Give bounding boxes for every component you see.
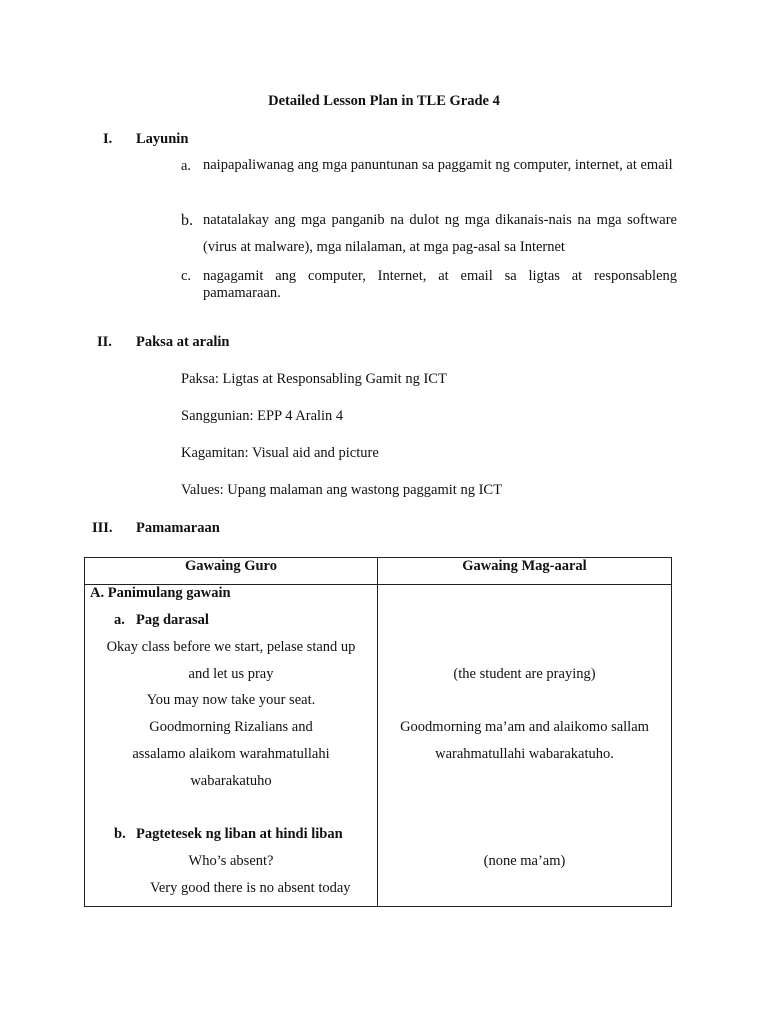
student-none-absent: (none ma’am) xyxy=(483,853,566,869)
procedure-table xyxy=(84,557,672,907)
part-a-title: A. Panimulang gawain xyxy=(90,585,231,601)
sub-a-letter: a. xyxy=(114,612,125,628)
section-number-procedure: III. xyxy=(92,520,113,536)
topic-sanggunian: Sanggunian: EPP 4 Aralin 4 xyxy=(181,408,344,424)
teacher-activity-cell xyxy=(85,585,378,907)
header-student-activity: Gawaing Mag-aaral xyxy=(378,558,672,585)
student-reply-line-1: Goodmorning ma’am and alaikomo sallam xyxy=(400,719,649,735)
objective-text-a: naipapaliwanag ang mga panuntunan sa paggamit ng computer, internet, at email xyxy=(203,157,673,173)
section-title-objectives: Layunin xyxy=(136,131,189,147)
absent-question: Who’s absent? xyxy=(188,853,274,869)
seat-instruction: You may now take your seat. xyxy=(146,692,316,708)
page-title: Detailed Lesson Plan in TLE Grade 4 xyxy=(268,93,500,109)
student-praying: (the student are praying) xyxy=(453,666,596,682)
absent-remark: Very good there is no absent today xyxy=(150,880,351,896)
header-teacher-activity: Gawaing Guro xyxy=(85,558,378,585)
sub-b-title: Pagtetesek ng liban at hindi liban xyxy=(136,826,343,842)
prayer-line-1: Okay class before we start, pelase stand up xyxy=(106,639,356,655)
student-reply-line-2: warahmatullahi wabarakatuho. xyxy=(435,746,614,762)
section-number-topic: II. xyxy=(97,334,112,350)
objective-letter-c: c. xyxy=(181,268,192,284)
topic-kagamitan: Kagamitan: Visual aid and picture xyxy=(181,445,379,461)
prayer-line-2: and let us pray xyxy=(188,666,274,682)
sub-a-title: Pag darasal xyxy=(136,612,209,628)
greeting-line-2: assalamo alaikom warahmatullahi xyxy=(132,746,330,762)
section-number-objectives: I. xyxy=(103,131,113,147)
topic-values: Values: Upang malaman ang wastong paggamit ng ICT xyxy=(181,482,502,498)
greeting-line-1: Goodmorning Rizalians and xyxy=(149,719,313,735)
section-title-topic: Paksa at aralin xyxy=(136,334,230,350)
greeting-line-3: wabarakatuho xyxy=(190,773,272,789)
objective-letter-b: b. xyxy=(181,212,193,229)
sub-b-letter: b. xyxy=(114,826,126,842)
student-activity-cell xyxy=(378,585,672,907)
objective-letter-a: a. xyxy=(181,158,192,174)
objective-text-c: nagagamit ang computer, Internet, at email sa ligtas at responsableng pamamaraan. xyxy=(203,268,677,301)
topic-paksa: Paksa: Ligtas at Responsabling Gamit ng ICT xyxy=(181,371,447,387)
section-title-procedure: Pamamaraan xyxy=(136,520,220,536)
objective-text-b: natatalakay ang mga panganib na dulot ng mga dikanais-nais na mga software (virus at malware), mga nilalaman, at mga pag-asal sa Internet xyxy=(203,212,677,255)
